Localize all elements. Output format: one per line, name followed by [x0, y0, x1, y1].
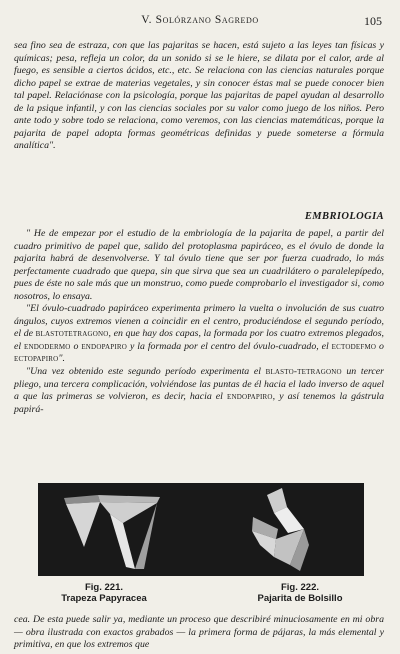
text-run: o — [379, 340, 384, 352]
text-run: o — [73, 340, 79, 352]
text-run: un tercer pliego, una tercera complicación, volviéndose las puntas de él hacia el lado inverso de aquel a que las primeras se volvieron, es decir, hacia el — [14, 366, 384, 403]
figure-plate — [38, 483, 364, 576]
paragraph-involucion — [14, 303, 384, 366]
bottom-paragraph — [14, 614, 384, 652]
term-blastotetragono: blastotetragono — [35, 329, 109, 340]
text-run: "Una vez obtenido este segundo período experimenta el — [26, 366, 261, 378]
page-number: 105 — [364, 14, 382, 28]
text-run: ". — [58, 353, 66, 365]
running-title: V. Solórzano Sagredo — [141, 14, 259, 26]
figure-221-caption — [44, 582, 164, 604]
running-header — [0, 14, 400, 30]
fold-piece — [98, 495, 160, 503]
figure-222-pajarita-de-bolsillo — [252, 488, 309, 571]
text-run: , y así tenemos la gástrula papirá- — [14, 391, 384, 415]
bottom-paragraph-text: cea. De esta puede salir ya, mediante un proceso que describiré minuciosamente en mi obra — obra ilustrada con exactos grabados — la primera forma de pájaras, la más elemental y primitiva, en que los extremos que — [14, 614, 384, 651]
text-run: y la formada por el centro del óvulo-cuadrado, el — [129, 340, 329, 352]
text-run: "El óvulo-cuadrado papiráceo experimenta primero la vuelta o involución de sus cuatro ángulos, cuyos extremos vienen a coincidir en el centro, produciéndose el segundo período, el de — [14, 303, 384, 340]
paragraph-tercer-pliego — [14, 366, 384, 416]
paragraph-ovulo: " He de empezar por el estudio de la embriología de la pajarita de papel, a partir del cuadro primitivo de papel que, salido del protoplasma papiráceo, es el óvulo de donde la pajarita habrá de desenvolverse. Y tal óvulo tiene que ser por fuerza cuadrado, lo más perfectamente cuadrado que quepa, sin que sirva que sea un cuadrilátero o paralelepípedo, pues de éste no sale más que un monstruo, como puede comprobarlo el investigador si, como nosotros, lo ensaya. — [14, 228, 384, 302]
fold-piece — [100, 502, 157, 523]
figure-222-caption — [235, 582, 365, 604]
fold-piece — [66, 502, 100, 547]
figure-title: Trapeza Papyracea — [61, 593, 147, 604]
figure-number: Fig. 222. — [280, 582, 319, 593]
text-run: , en que hay dos capas, la formada por los cuatro extremos plegados, el — [14, 328, 384, 352]
top-paragraph — [14, 40, 384, 153]
figure-221-trapeza-papyracea — [64, 495, 160, 569]
figure-plate-illustration — [38, 483, 364, 576]
figure-title: Pajarita de Bolsillo — [257, 593, 343, 604]
body-text — [14, 228, 384, 416]
term-endopapiro: endopapiro — [226, 392, 273, 403]
term-ectodefmo: ectodefmo — [331, 341, 377, 352]
term-blastotetragono: blasto-tetragono — [265, 367, 342, 378]
top-paragraph-text: sea fino sea de estraza, con que las pajaritas se hacen, está sujeto a las leyes tan físicas y químicas; pesa, refleja un color, da un sonido si se le hiere, se dilata por el calor, arde al fuego, es sensible a ciertos ácidos, etc., etc. Se relaciona con las ciencias naturales porque dicho papel se extrae de materias vegetales, y sin conocer éstas mal se puede conocer bien tal papel. Relaciónase con la psicología, porque las pajaritas de papel ayudan al desarrollo de la psique infantil, y con las ciencias sociales por su valor como juego de los niños. Pero ante todo y sobre todo se relaciona, como veremos, con las ciencias matemáticas, porque la pajarita de papel adopta formas geométricas definidas y puede someterse a fórmula analítica". — [14, 40, 384, 152]
term-endodermo: endodermo — [24, 341, 71, 352]
term-ectopapiro: ectopapiro — [14, 354, 59, 365]
term-endopapiro: endopapiro — [81, 341, 128, 352]
section-heading: EMBRIOLOGIA — [304, 211, 384, 222]
figure-number: Fig. 221. — [84, 582, 123, 593]
